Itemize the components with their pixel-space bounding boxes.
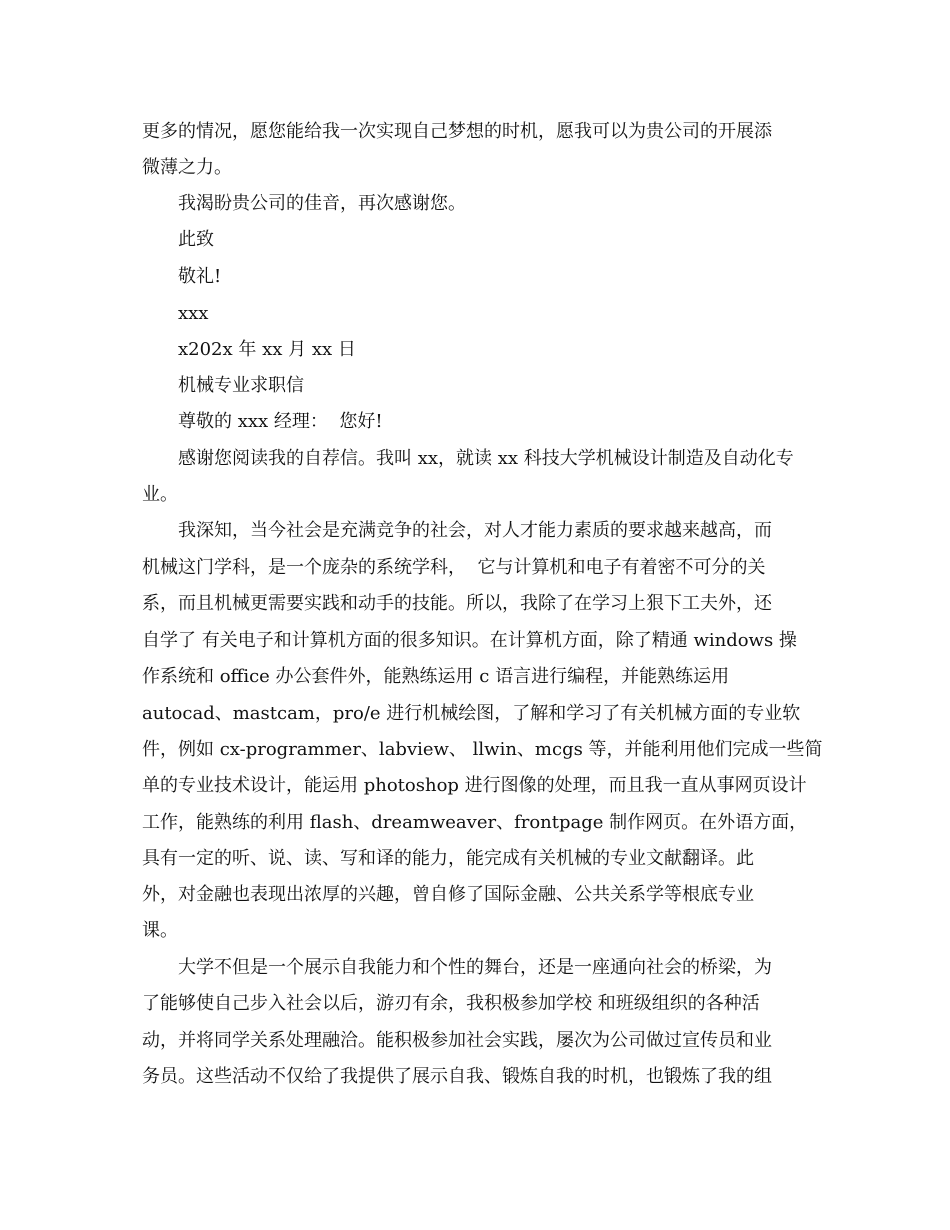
text-line: 此致 <box>178 229 214 250</box>
text-line: 动，并将同学关系处理融洽。能积极参加社会实践，屡次为公司做过宣传员和业 <box>142 1030 772 1051</box>
text-line: 单的专业技术设计，能运用 photoshop 进行图像的处理，而且我一直从事网页设计 <box>142 775 807 796</box>
text-line: 外，对金融也表现出浓厚的兴趣，曾自修了国际金融、公共关系学等根底专业 <box>142 884 754 905</box>
text-line: x202x 年 xx 月 xx 日 <box>178 339 356 360</box>
text-line: 敬礼! <box>178 266 222 287</box>
text-line: 自学了 有关电子和计算机方面的很多知识。在计算机方面，除了精通 windows 操 <box>142 630 797 651</box>
text-line: 感谢您阅读我的自荐信。我叫 xx，就读 xx 科技大学机械设计制造及自动化专 <box>178 448 794 469</box>
text-line: 尊敬的 xxx 经理： 您好! <box>178 411 383 432</box>
text-line: 件，例如 cx-programmer、labview、 llwin、mcgs 等，并能利用他们完成一些简 <box>142 739 823 760</box>
text-line: 务员。这些活动不仅给了我提供了展示自我、锻炼自我的时机，也锻炼了我的组 <box>142 1066 772 1087</box>
text-line: 课。 <box>142 920 178 941</box>
text-line: 业。 <box>142 484 178 505</box>
text-line: 我渴盼贵公司的佳音，再次感谢您。 <box>178 193 466 214</box>
text-line: 更多的情况，愿您能给我一次实现自己梦想的时机，愿我可以为贵公司的开展添 <box>142 121 772 142</box>
text-line: xxx <box>178 303 209 324</box>
text-line: 系，而且机械更需要实践和动手的技能。所以，我除了在学习上狠下工夫外，还 <box>142 593 772 614</box>
text-line: 微薄之力。 <box>142 157 232 178</box>
text-line: 机械专业求职信 <box>178 375 304 396</box>
text-line: 工作，能熟练的利用 flash、dreamweaver、frontpage 制作网页。在外语方面， <box>142 812 808 833</box>
text-line: 具有一定的听、说、读、写和译的能力，能完成有关机械的专业文献翻译。此 <box>142 848 754 869</box>
text-line: 了能够使自己步入社会以后，游刃有余，我积极参加学校 和班级组织的各种活 <box>142 993 760 1014</box>
text-line: 大学不但是一个展示自我能力和个性的舞台，还是一座通向社会的桥梁，为 <box>178 957 772 978</box>
text-line: autocad、mastcam，pro/e 进行机械绘图，了解和学习了有关机械方面的专业软 <box>142 703 801 724</box>
text-line: 机械这门学科，是一个庞杂的系统学科， 它与计算机和电子有着密不可分的关 <box>142 557 766 578</box>
text-line: 我深知，当今社会是充满竞争的社会，对人才能力素质的要求越来越高，而 <box>178 520 772 541</box>
text-line: 作系统和 office 办公套件外，能熟练运用 c 语言进行编程，并能熟练运用 <box>142 666 730 687</box>
